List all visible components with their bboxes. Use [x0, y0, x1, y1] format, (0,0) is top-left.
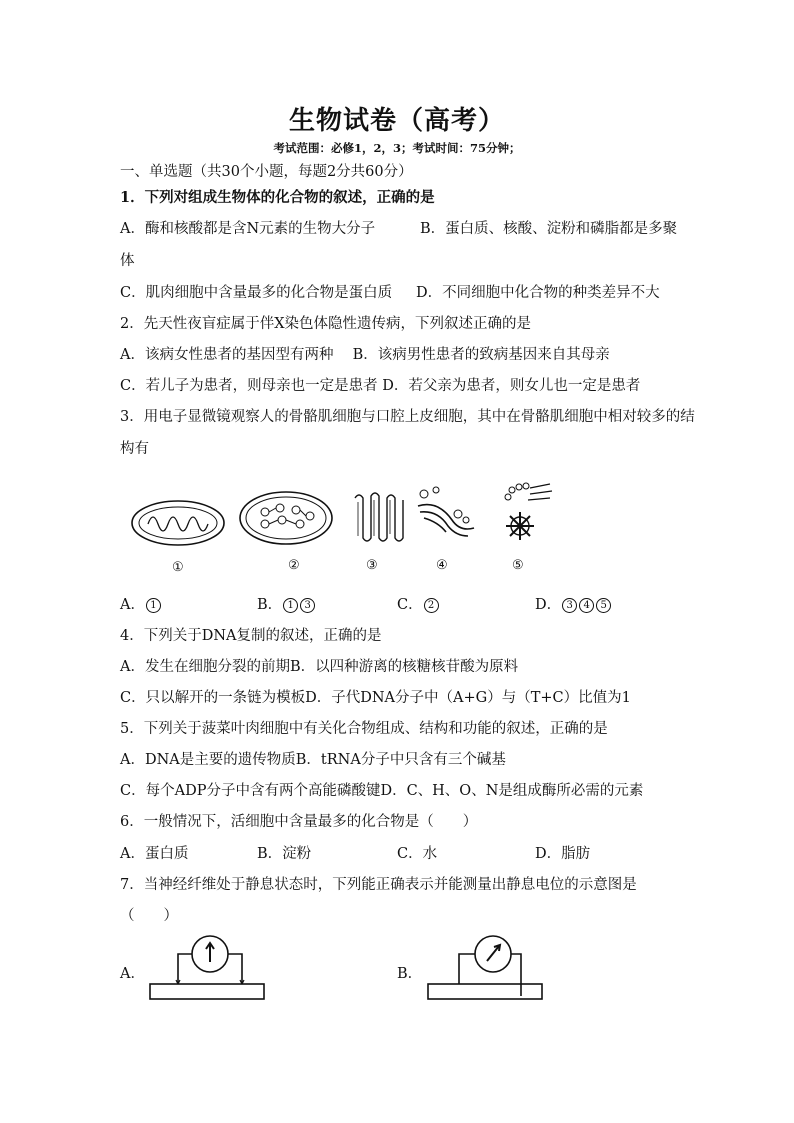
golgi-apparatus-drawing [418, 487, 474, 536]
q6-option-b: B．淀粉 [257, 846, 312, 862]
q2-stem: 2．先天性夜盲症属于伴X染色体隐性遗传病，下列叙述正确的是 [120, 316, 532, 332]
q1-option-d: D．不同细胞中化合物的种类差异不大 [416, 285, 660, 301]
q5-options-ab: A．DNA是主要的遗传物质B．tRNA分子中只含有三个碱基 [120, 752, 506, 768]
circled-number: 4 [579, 598, 594, 613]
q5-options-cd: C．每个ADP分子中含有两个高能磷酸键D．C、H、O、N是组成酶所必需的元素 [120, 783, 644, 799]
q5-stem: 5．下列关于菠菜叶肉细胞中有关化合物组成、结构和功能的叙述，正确的是 [120, 721, 608, 737]
figure-label-1: ① [172, 560, 184, 575]
ribosome-drawing [505, 483, 552, 540]
q1-option-b-cont: 体 [120, 253, 135, 269]
endoplasmic-reticulum-drawing [355, 493, 403, 541]
q1-option-c: C．肌肉细胞中含量最多的化合物是蛋白质 [120, 285, 393, 301]
figure-label-4: ④ [436, 558, 448, 573]
exam-title: 生物试卷（高考） [288, 106, 505, 136]
q3-option-c [397, 593, 440, 614]
q6-option-a: A．蛋白质 [120, 846, 189, 862]
circled-number: 3 [562, 598, 577, 613]
q7-option-a-label: A． [120, 966, 145, 982]
q3-option-a-prefix: A． [120, 597, 145, 613]
q3-option-c-prefix: C． [397, 597, 423, 613]
figure-label-3: ③ [366, 558, 378, 573]
circled-number: 3 [300, 598, 315, 613]
organelle-figure [120, 478, 560, 558]
exam-subtitle: 考试范围：必修1，2，3；考试时间：75分钟； [273, 141, 521, 155]
q7-paren: （ ） [120, 908, 178, 924]
q7-option-b-label: B． [397, 966, 423, 982]
q6-option-c: C．水 [397, 846, 438, 862]
circled-number: 2 [424, 598, 439, 613]
q7-option-b-diagram [425, 932, 545, 1002]
figure-label-5: ⑤ [512, 558, 524, 573]
q6-stem: 6．一般情况下，活细胞中含量最多的化合物是（ ） [120, 814, 478, 830]
q1-stem: 1．下列对组成生物体的化合物的叙述，正确的是 [120, 189, 435, 206]
q6-option-d: D．脂肪 [535, 846, 591, 862]
chloroplast-drawing [240, 492, 332, 544]
q3-stem: 3．用电子显微镜观察人的骨骼肌细胞与口腔上皮细胞，其中在骨骼肌细胞中相对较多的结 [120, 409, 695, 425]
circled-number: 1 [283, 598, 298, 613]
q3-option-d [535, 593, 612, 614]
q3-option-b [257, 593, 316, 614]
q2-options-ab: A．该病女性患者的基因型有两种 B．该病男性患者的致病基因来自其母亲 [120, 347, 610, 363]
q3-stem-cont: 构有 [120, 441, 149, 457]
q1-option-a: A．酶和核酸都是含N元素的生物大分子 [120, 221, 376, 237]
q4-stem: 4．下列关于DNA复制的叙述，正确的是 [120, 628, 382, 644]
q4-options-ab: A．发生在细胞分裂的前期B．以四种游离的核糖核苷酸为原料 [120, 659, 519, 675]
q3-option-d-prefix: D． [535, 597, 562, 613]
q2-options-cd: C．若儿子为患者，则母亲也一定是患者 D．若父亲为患者，则女儿也一定是患者 [120, 378, 641, 394]
circled-number: 5 [596, 598, 611, 613]
section-heading: 一、单选题（共30个小题，每题2分共60分） [120, 164, 413, 180]
q7-option-a-diagram [148, 932, 266, 1002]
figure-label-2: ② [288, 558, 300, 573]
q1-option-b: B．蛋白质、核酸、淀粉和磷脂都是多聚 [420, 221, 678, 237]
q7-stem: 7．当神经纤维处于静息状态时，下列能正确表示并能测量出静息电位的示意图是 [120, 877, 637, 893]
mitochondrion-drawing [132, 501, 224, 545]
q4-options-cd: C．只以解开的一条链为模板D．子代DNA分子中（A+G）与（T+C）比值为1 [120, 690, 631, 706]
circled-number: 1 [146, 598, 161, 613]
q3-option-b-prefix: B． [257, 597, 283, 613]
q3-option-a [120, 593, 162, 614]
